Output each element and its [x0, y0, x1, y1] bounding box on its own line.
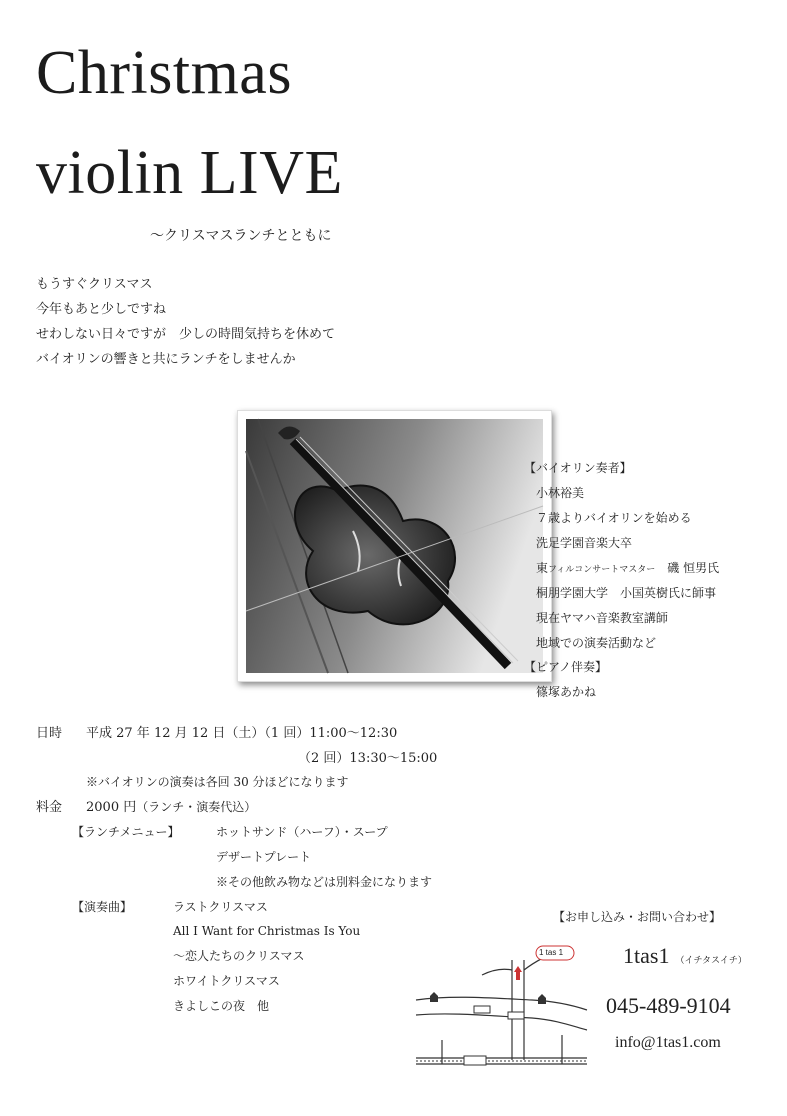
location-map	[412, 940, 588, 1080]
intro-line: せわしない日々ですが 少しの時間気持ちを休めて	[36, 327, 336, 342]
violinist-bio: 地域での演奏活動など	[536, 636, 657, 650]
date-line-1: 平成 27 年 12 月 12 日（土）（1 回）11:00〜12:30	[86, 726, 398, 741]
shop-name-text: 1tas1	[623, 943, 670, 968]
map-marker-label: 1 tas 1	[539, 948, 564, 957]
lunch-item: ホットサンド（ハーフ）・スープ	[216, 825, 388, 839]
violin-heading: 【バイオリン奏者】	[524, 461, 632, 475]
price-amount: 2000 円	[86, 800, 137, 815]
intro-line: もうすぐクリスマス	[36, 277, 153, 292]
songs-heading: 【演奏曲】	[72, 900, 133, 914]
email-address: info@1tas1.com	[615, 1034, 721, 1051]
song-item: きよしこの夜 他	[173, 999, 270, 1013]
bio-suffix: 磯 恒男氏	[655, 561, 720, 575]
lunch-item: デザートプレート	[216, 850, 312, 864]
lunch-item: ※その他飲み物などは別料金になります	[216, 875, 433, 889]
bio-small: フィルコンサートマスター	[548, 565, 656, 575]
phone-number: 045-489-9104	[606, 993, 731, 1018]
pianist-name: 篠塚あかね	[536, 685, 597, 699]
shop-name	[623, 943, 747, 969]
price-note: （ランチ・演奏代込）	[136, 800, 257, 814]
violinist-bio: 現在ヤマハ音楽教室講師	[536, 611, 668, 625]
violinist-bio: ７歳よりバイオリンを始める	[536, 511, 692, 525]
violinist-bio	[536, 562, 719, 575]
subtitle: 〜クリスマスランチとともに	[150, 228, 332, 244]
shop-name-reading: （イチタスイチ）	[675, 956, 747, 966]
performance-note: ※バイオリンの演奏は各回 30 分ほどになります	[86, 775, 349, 789]
date-line-2: （2 回）13:30〜15:00	[298, 751, 438, 766]
title-line-1: Christmas	[36, 39, 292, 107]
violinist-bio: 洗足学園音楽大卒	[536, 536, 633, 550]
violin-photo	[237, 410, 552, 682]
intro-line: 今年もあと少しですね	[36, 302, 167, 317]
song-item: ホワイトクリスマス	[173, 974, 280, 988]
violinist-name: 小林裕美	[536, 486, 585, 500]
song-item: ラストクリスマス	[173, 900, 268, 914]
bio-prefix: 東	[536, 561, 549, 575]
lunch-heading: 【ランチメニュー】	[72, 825, 180, 839]
contact-heading: 【お申し込み・お問い合わせ】	[553, 910, 722, 924]
intro-line: バイオリンの響きと共にランチをしませんか	[36, 352, 296, 367]
price-value	[86, 801, 256, 814]
price-label: 料金	[36, 800, 63, 815]
title-line-2: violin LIVE	[36, 139, 343, 207]
song-item: 〜恋人たちのクリスマス	[173, 949, 305, 963]
date-label: 日時	[36, 726, 63, 741]
song-item: All I Want for Christmas Is You	[173, 924, 361, 938]
violinist-bio: 桐朋学園大学 小国英樹氏に師事	[536, 586, 717, 600]
piano-heading: 【ピアノ伴奏】	[524, 660, 608, 674]
